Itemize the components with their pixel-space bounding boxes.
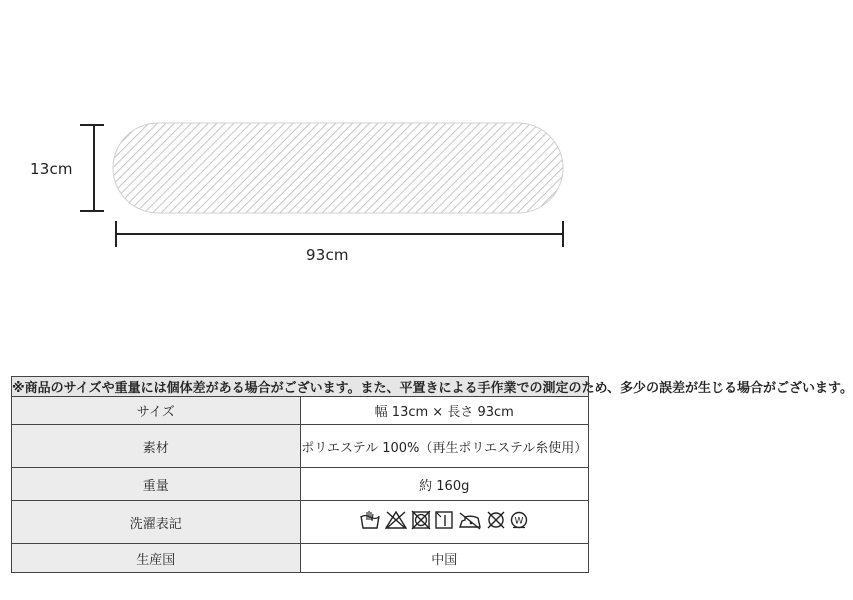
height-dimension-line: [80, 125, 104, 211]
row-value-weight: 約 160g: [300, 468, 589, 501]
table-row: [12, 544, 589, 573]
no-bleach-icon: [384, 510, 408, 530]
table-row: [12, 468, 589, 501]
row-value-material: ポリエステル 100%（再生ポリエステル糸使用）: [300, 425, 589, 468]
size-diagram: [0, 0, 600, 300]
row-key-care: 洗濯表記: [12, 501, 301, 544]
care-icons: [359, 510, 529, 530]
scarf-shape: [113, 123, 563, 213]
measurement-notice: ※商品のサイズや重量には個体差がある場合がございます。また、平置きによる手作業での測定のため、多少の誤差が生じる場合がございます。: [12, 377, 589, 397]
row-key-weight: 重量: [12, 468, 301, 501]
iron-low-icon: [457, 510, 483, 530]
svg-text:W: W: [514, 516, 524, 527]
row-key-material: 素材: [12, 425, 301, 468]
row-key-size: サイズ: [12, 397, 301, 425]
row-value-care: [300, 501, 589, 544]
hand-wash-icon: [359, 510, 381, 530]
spec-table: [11, 376, 853, 573]
height-label: 13cm: [30, 160, 73, 178]
no-tumble-dry-icon: [411, 510, 431, 530]
row-value-origin: 中国: [300, 544, 589, 573]
no-dry-clean-icon: [486, 510, 506, 530]
width-dimension-line: [116, 221, 563, 247]
scarf-size-illustration: [0, 0, 600, 300]
row-value-size: 幅 13cm × 長さ 93cm: [300, 397, 589, 425]
line-dry-icon: [434, 510, 454, 530]
row-key-origin: 生産国: [12, 544, 301, 573]
table-row: [12, 425, 589, 468]
wet-clean-icon: [509, 510, 529, 530]
table-row: [12, 501, 589, 544]
table-row: [12, 397, 589, 425]
width-label: 93cm: [306, 246, 349, 264]
